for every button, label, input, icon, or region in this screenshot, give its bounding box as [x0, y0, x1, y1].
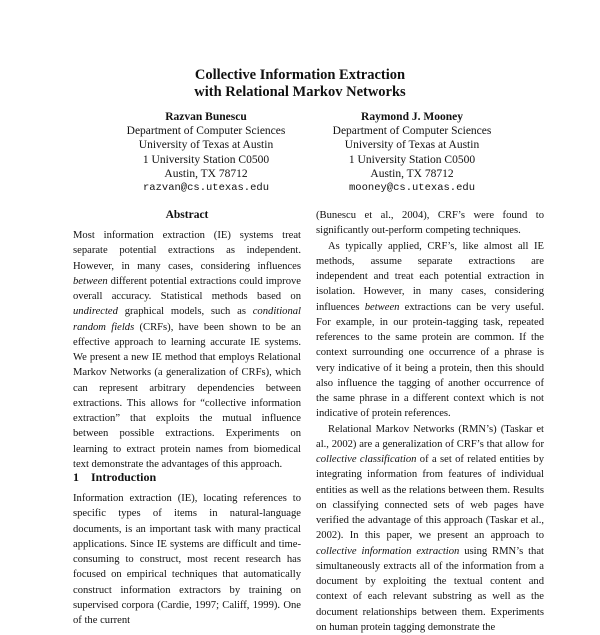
- author-block-2: [297, 110, 527, 195]
- paragraph-crf-independence: [316, 239, 544, 422]
- abstract-emphasis: between: [73, 276, 108, 287]
- author-station: 1 University Station C0500: [297, 153, 527, 167]
- paper-title-line-1: Collective Information Extraction: [0, 67, 600, 84]
- section-number: 1: [73, 470, 91, 484]
- author-department: Department of Computer Sciences: [91, 124, 321, 138]
- paragraph-text: As typically applied, CRF’s, like almost all IE methods, assume separate extractions are independent and treat each potential extraction in isolation. However, in many cases, considering influences: [316, 241, 544, 313]
- section-heading-introduction: [73, 470, 301, 484]
- paragraph-emphasis: collective classification: [316, 454, 416, 465]
- introduction-paragraph: Information extraction (IE), locating references to specific types of items in natural-language documents, is an important task with many practical applications. Since IE systems are difficult and time-consuming to construct, most recent research has focused on empirical techniques that automatically construct information extractors by training on supervised corpora (Cardie, 1997; Califf, 1999). One of the current: [73, 491, 301, 628]
- author-station: 1 University Station C0500: [91, 153, 321, 167]
- author-email: razvan@cs.utexas.edu: [91, 181, 321, 195]
- author-university: University of Texas at Austin: [91, 138, 321, 152]
- section-title: Introduction: [91, 470, 156, 484]
- abstract-emphasis: conditional random fields: [73, 306, 301, 332]
- paragraph-text: Relational Markov Networks (RMN’s) (Taskar et al., 2002) are a generalization of CRF’s that allow for: [316, 424, 544, 450]
- abstract-text: Most information extraction (IE) systems treat separate potential extractions as independent. However, in many cases, considering influences: [73, 230, 301, 272]
- abstract-text: (CRFs), have been shown to be an effective approach to learning accurate IE systems. We present a new IE method that employs Relational Markov Networks (a generalization of CRFs), which can represent arbitrary dependencies between extractions. This allows for “collective information extraction” that exploits the mutual influence between possible extractions. Experiments on learning to extract protein names from biomedical text demonstrate the advantages of this approach.: [73, 322, 301, 470]
- abstract-paragraph: [73, 228, 301, 472]
- author-city: Austin, TX 78712: [91, 167, 321, 181]
- author-name: Razvan Bunescu: [91, 110, 321, 124]
- paragraph-emphasis: collective information extraction: [316, 546, 459, 557]
- introduction-body: [73, 491, 301, 628]
- paragraph-text: extractions can be very useful. For example, in our protein-tagging task, repeated references to the same protein are common. If the context surrounding one occurrence of a phrase is very indicative of it being a protein, then this should also influence the tagging of another occurrence of the same phrase in a different context which is not indicative of protein references.: [316, 302, 544, 420]
- author-email: mooney@cs.utexas.edu: [297, 181, 527, 195]
- abstract-text: graphical models, such as: [118, 306, 253, 317]
- abstract-heading: Abstract: [73, 208, 301, 222]
- author-city: Austin, TX 78712: [297, 167, 527, 181]
- paragraph-continued: (Bunescu et al., 2004), CRF’s were found to significantly out-perform competing techniques.: [316, 208, 544, 239]
- author-university: University of Texas at Austin: [297, 138, 527, 152]
- paper-title-line-2: with Relational Markov Networks: [0, 84, 600, 101]
- author-department: Department of Computer Sciences: [297, 124, 527, 138]
- abstract-text: different potential extractions could improve overall accuracy. Statistical methods based on: [73, 276, 301, 302]
- paragraph-text: of a set of related entities by integrating information from features of individual entities as well as the relations between them. Results on classifying connected sets of web pages have verified the advantage of this approach (Taskar et al., 2002). In this paper, we present an approach to: [316, 454, 544, 541]
- right-column-body: [316, 208, 544, 635]
- author-block-1: [91, 110, 321, 195]
- abstract-body: [73, 228, 301, 472]
- paragraph-text: using RMN’s that simultaneously extracts all of the information from a document by exploiting the textual content and context of each relevant substring as well as the document relationships between them. Experiments on human protein tagging demonstrate the: [316, 546, 544, 633]
- paragraph-emphasis: between: [365, 302, 400, 313]
- paragraph-rmn: [316, 422, 544, 635]
- abstract-emphasis: undirected: [73, 306, 118, 317]
- author-name: Raymond J. Mooney: [297, 110, 527, 124]
